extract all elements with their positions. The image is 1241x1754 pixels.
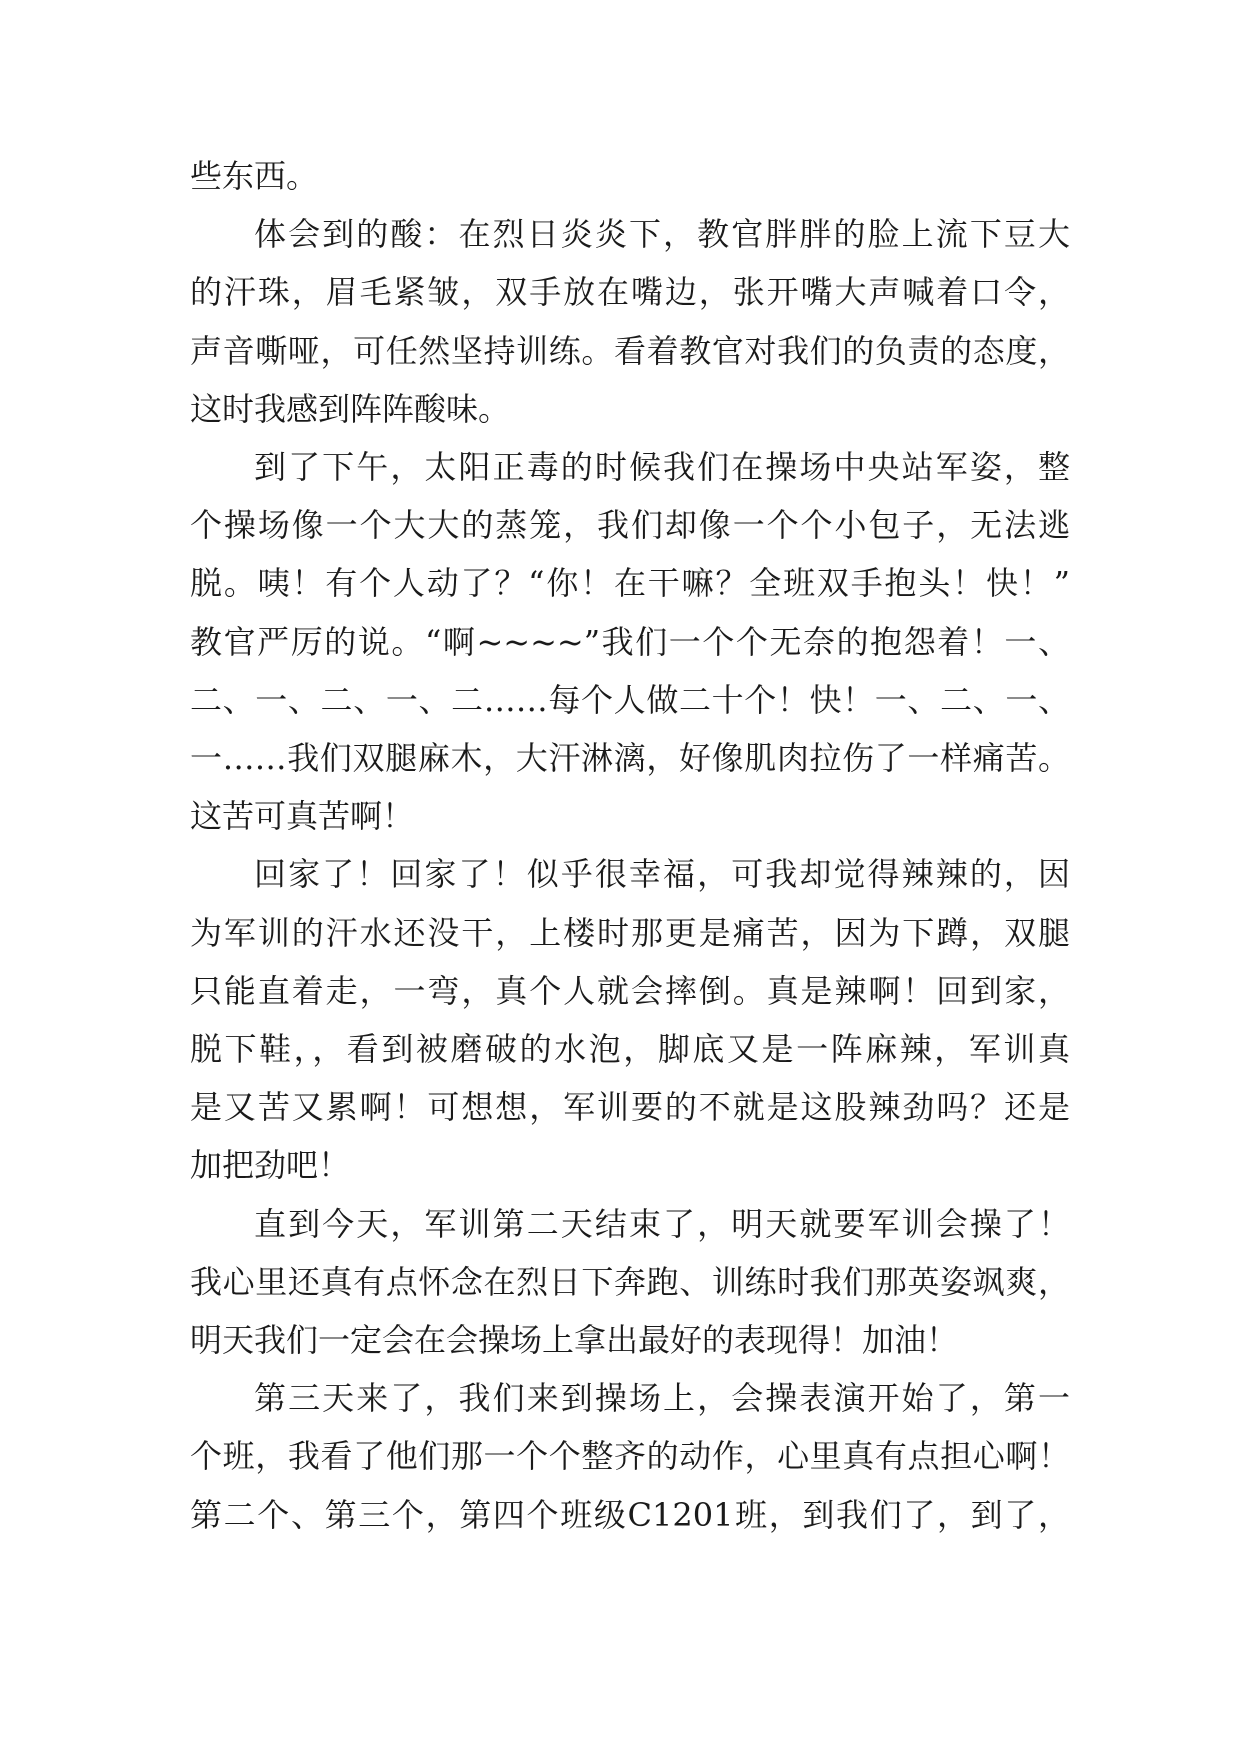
- document-page: [190, 147, 1070, 1544]
- text-line: 只能直着走，一弯，真个人就会摔倒。真是辣啊！回到家，: [190, 971, 1070, 1010]
- text-line: 脱下鞋，，看到被磨破的水泡，脚底又是一阵麻辣，军训真: [190, 1030, 1070, 1069]
- text-line: 脱。咦！有个人动了？“你！在干嘛？全班双手抱头！快！”: [190, 564, 1070, 603]
- text-line: 这苦可真苦啊！: [190, 797, 415, 836]
- paragraph: [190, 1195, 1070, 1370]
- text-line: 是又苦又累啊！可想想，军训要的不就是这股辣劲吗？还是: [190, 1088, 1070, 1127]
- text-line: 二、一、二、一、二……每个人做二十个！快！一、二、一、: [190, 680, 1070, 719]
- text-line: 的汗珠，眉毛紧皱，双手放在嘴边，张开嘴大声喊着口令，: [190, 273, 1070, 312]
- text-line: 我心里还真有点怀念在烈日下奔跑、训练时我们那英姿飒爽，: [190, 1262, 1070, 1301]
- text-line: 明天我们一定会在会操场上拿出最好的表现得！加油！: [190, 1321, 959, 1360]
- paragraph: [190, 438, 1070, 845]
- text-line: 第三天来了，我们来到操场上，会操表演开始了，第一: [254, 1379, 1070, 1418]
- text-line: 回家了！回家了！似乎很幸福，可我却觉得辣辣的，因: [254, 855, 1070, 894]
- text-line: 加把劲吧！: [190, 1146, 351, 1185]
- paragraph: [190, 205, 1070, 438]
- text-line: 些东西。: [190, 157, 319, 195]
- text-line: 直到今天，军训第二天结束了，明天就要军训会操了！: [254, 1204, 1070, 1243]
- text-line: 体会到的酸：在烈日炎炎下，教官胖胖的脸上流下豆大: [254, 215, 1070, 254]
- text-line: 到了下午，太阳正毒的时候我们在操场中央站军姿，整: [254, 448, 1070, 487]
- text-line: 为军训的汗水还没干，上楼时那更是痛苦，因为下蹲，双腿: [190, 913, 1070, 952]
- text-line: 这时我感到阵阵酸味。: [190, 389, 511, 428]
- text-line: 教官严厉的说。“啊~~~~”我们一个个无奈的抱怨着！一、: [190, 622, 1070, 661]
- text-line: 个班，我看了他们那一个个整齐的动作，心里真有点担心啊！: [190, 1437, 1070, 1476]
- text-line: 第二个、第三个，第四个班级C1201班，到我们了，到了，: [190, 1495, 1070, 1534]
- paragraph: [190, 147, 1070, 205]
- paragraph: [190, 845, 1070, 1194]
- text-line: 声音嘶哑，可任然坚持训练。看着教官对我们的负责的态度，: [190, 331, 1070, 370]
- text-line: 个操场像一个大大的蒸笼，我们却像一个个小包子，无法逃: [190, 506, 1070, 545]
- paragraph: [190, 1369, 1070, 1544]
- text-line: 一……我们双腿麻木，大汗淋漓，好像肌肉拉伤了一样痛苦。: [190, 739, 1070, 778]
